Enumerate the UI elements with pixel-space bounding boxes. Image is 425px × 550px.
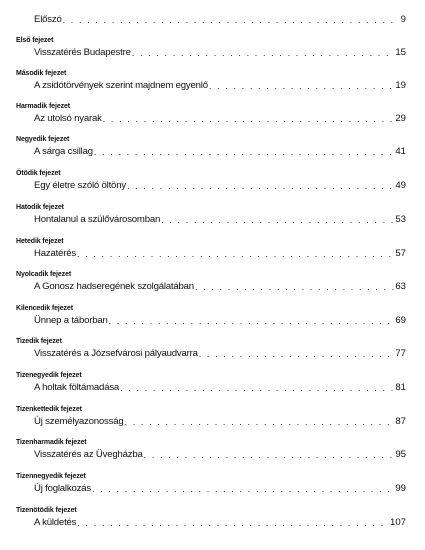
toc-line	[34, 315, 406, 327]
dot-leader	[125, 416, 395, 428]
dot-leader	[127, 180, 394, 192]
toc-line	[34, 416, 406, 428]
toc-title: Visszatérés Budapestre	[34, 47, 131, 58]
toc-line	[34, 113, 406, 125]
chapter-label: Tizenegyedik fejezet	[16, 372, 82, 379]
toc-line	[34, 348, 406, 360]
dot-leader	[77, 517, 389, 529]
toc-title: Az utolsó nyarak	[34, 113, 102, 124]
toc-title: Visszatérés a Józsefvárosi pályaudvarra	[34, 348, 198, 359]
chapter-label: Második fejezet	[16, 70, 67, 77]
toc-line	[34, 214, 406, 226]
toc-page-number: 87	[395, 416, 406, 427]
toc-page-number: 99	[395, 483, 406, 494]
chapter-label: Tizenötödik fejezet	[16, 507, 77, 514]
dot-leader	[109, 315, 395, 327]
dot-leader	[120, 382, 394, 394]
toc-page-number: 95	[395, 449, 406, 460]
toc-title: Hontalanul a szülővárosomban	[34, 214, 161, 225]
dot-leader	[77, 248, 394, 260]
toc-title: A küldetés	[34, 517, 77, 528]
toc-line	[34, 80, 406, 92]
toc-line	[34, 146, 406, 158]
toc-page-number: 29	[395, 113, 406, 124]
dot-leader	[209, 80, 394, 92]
toc-line	[34, 47, 406, 59]
chapter-label: Hatodik fejezet	[16, 204, 64, 211]
toc-title: A holtak föltámadása	[34, 382, 120, 393]
toc-page-number: 57	[395, 248, 406, 259]
toc-line	[34, 517, 406, 529]
dot-leader	[132, 47, 395, 59]
toc-title: A sárga csillag	[34, 146, 93, 157]
chapter-label: Tizenharmadik fejezet	[16, 439, 87, 446]
dot-leader	[63, 14, 397, 26]
toc-page-number: 107	[389, 517, 406, 528]
toc-page-number: 53	[395, 214, 406, 225]
toc-line	[34, 248, 406, 260]
dot-leader	[92, 483, 394, 495]
chapter-label: Nyolcadik fejezet	[16, 271, 72, 278]
toc-page-number: 15	[395, 47, 406, 58]
chapter-label: Tizedik fejezet	[16, 338, 62, 345]
toc-line	[34, 483, 406, 495]
toc-page-number: 9	[400, 14, 406, 25]
dot-leader	[161, 214, 394, 226]
toc-title: A Gonosz hadseregének szolgálatában	[34, 281, 194, 292]
toc-title: A zsidótörvények szerint majdnem egyenlő	[34, 80, 208, 91]
toc-title: Hazatérés	[34, 248, 76, 259]
toc-line	[34, 180, 406, 192]
toc-page-number: 69	[395, 315, 406, 326]
chapter-label: Kilencedik fejezet	[16, 305, 73, 312]
toc-line	[34, 382, 406, 394]
toc-title: Visszatérés az Üvegházba	[34, 449, 143, 460]
toc-page-number: 41	[395, 146, 406, 157]
dot-leader	[195, 281, 394, 293]
toc-title: Előszó	[34, 14, 62, 25]
toc-page-number: 63	[395, 281, 406, 292]
toc-line	[34, 281, 406, 293]
toc-page-number: 49	[395, 180, 406, 191]
toc-line	[34, 449, 406, 461]
chapter-label: Tizennegyedik fejezet	[16, 473, 86, 480]
chapter-label: Tizenkettedik fejezet	[16, 406, 82, 413]
toc-title: Új személyazonosság	[34, 416, 124, 427]
toc-title: Új foglalkozás	[34, 483, 91, 494]
toc-line	[34, 14, 406, 26]
chapter-label: Negyedik fejezet	[16, 136, 70, 143]
toc-page-number: 77	[395, 348, 406, 359]
dot-leader	[94, 146, 394, 158]
chapter-label: Ötödik fejezet	[16, 170, 61, 177]
chapter-label: Első fejezet	[16, 37, 54, 44]
toc-page-number: 19	[395, 80, 406, 91]
chapter-label: Hetedik fejezet	[16, 238, 64, 245]
toc-title: Ünnep a táborban	[34, 315, 108, 326]
toc-title: Egy életre szóló öltöny	[34, 180, 126, 191]
dot-leader	[144, 449, 395, 461]
dot-leader	[103, 113, 395, 125]
chapter-label: Harmadik fejezet	[16, 103, 71, 110]
toc-page-number: 81	[395, 382, 406, 393]
dot-leader	[199, 348, 395, 360]
